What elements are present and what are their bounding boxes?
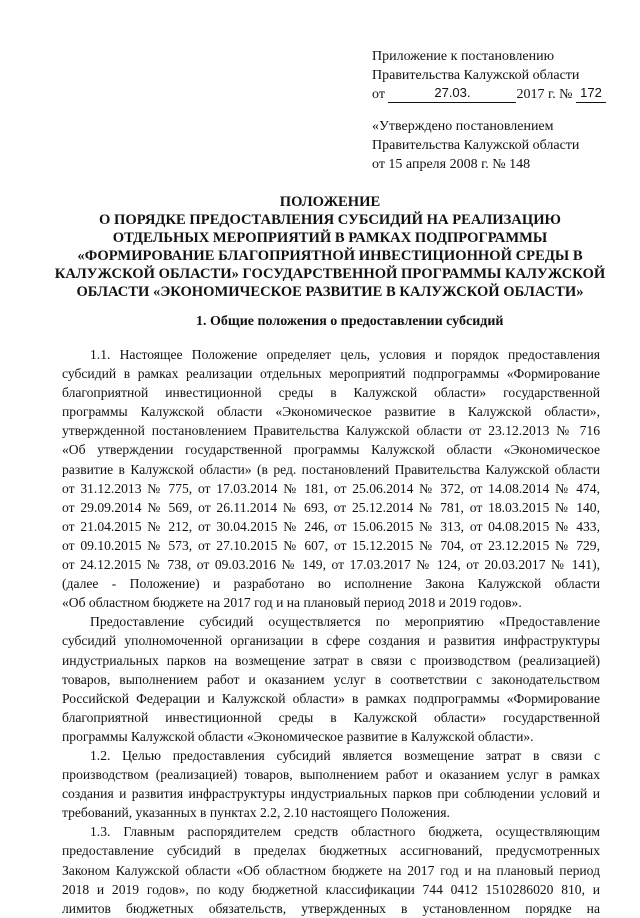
title-line: О ПОРЯДКЕ ПРЕДОСТАВЛЕНИЯ СУБСИДИЙ НА РЕАЛИЗАЦИЮ [99, 212, 561, 228]
paragraph-line: создания и развития инфраструктуры индустриальных парков при соблюдении условий и [62, 786, 600, 802]
paragraph-line: развитие в Калужской области» (в ред. постановлений Правительства Калужской области [62, 461, 600, 477]
paragraph-line: производством (реализацией) товаров, выполнением работ и оказанием услуг в рамках [62, 767, 600, 783]
annex-date: 27.03. [434, 85, 471, 100]
paragraph-line: утвержденной постановлением Правительства Калужской области от 23.12.2013 № 716 [62, 423, 600, 439]
annex-block [372, 47, 622, 104]
paragraph-line: товаров, выполнением работ и оказанием услуг в соответствии с законодательством [62, 671, 600, 687]
title-line: ОТДЕЛЬНЫХ МЕРОПРИЯТИЙ В РАМКАХ ПОДПРОГРАММЫ [112, 230, 548, 246]
annex-date-line [372, 85, 622, 104]
paragraph-line: лимитов бюджетных обязательств, утвержденных в установленном порядке на [62, 900, 600, 916]
paragraph-line: Законом Калужской области «Об областном бюджете на 2017 год и на плановый период [62, 862, 600, 878]
title-line: КАЛУЖСКОЙ ОБЛАСТИ» ГОСУДАРСТВЕННОЙ ПРОГРАММЫ КАЛУЖСКОЙ [54, 266, 606, 282]
paragraph-1-2 [62, 746, 600, 822]
approved-line-1: «Утверждено постановлением [372, 119, 554, 134]
paragraph-line: (далее - Положение) и разработано во исполнение Закона Калужской области [62, 576, 600, 592]
paragraph-line: субсидий в рамках реализации отдельных мероприятий подпрограммы «Формирование [62, 366, 600, 382]
annex-number-field [576, 85, 606, 103]
annex-line-2: Правительства Калужской области [372, 68, 580, 83]
approved-line-2: Правительства Калужской области [372, 138, 580, 153]
paragraph-line: 1.3. Главным распорядителем средств областного бюджета, осуществляющим [90, 824, 600, 840]
paragraph-line: от 31.12.2013 № 775, от 17.03.2014 № 181, от 25.06.2014 № 372, от 14.08.2014 № 474, [62, 480, 600, 496]
annex-prefix: от [372, 87, 385, 102]
paragraph-line: требований, указанных в пунктах 2.2, 2.10 настоящего Положения. [62, 805, 450, 821]
annex-number: 172 [580, 85, 602, 100]
paragraph-line: «Об утверждении государственной программы Калужской области «Экономическое [62, 442, 600, 458]
paragraph-line: субсидий уполномоченной организации в сфере создания и развития инфраструктуры [62, 633, 600, 649]
paragraph-line: 2018 и 2019 годов», по коду бюджетной классификации 744 0412 1510286020 810, и [62, 881, 600, 897]
paragraph-line: 1.1. Настоящее Положение определяет цель, условия и порядок предоставления [90, 347, 600, 362]
paragraph-line: Российской Федерации и Калужской области» в рамках подпрограммы «Формирование [62, 690, 600, 706]
paragraph-line: благоприятной инвестиционной среды в Калужской области» государственной [62, 709, 600, 725]
section-heading: 1. Общие положения о предоставлении субсидий [196, 314, 504, 329]
paragraph-1-3 [62, 822, 600, 917]
paragraph-line: программы Калужской области «Экономическое развитие в Калужской области». [62, 728, 534, 744]
title-line: ПОЛОЖЕНИЕ [279, 194, 381, 210]
paragraph-line: программы Калужской области «Экономическое развитие в Калужской области», [62, 404, 600, 420]
paragraph-line: благоприятной инвестиционной среды в Калужской области» государственной [62, 385, 600, 401]
paragraph-line: от 21.04.2015 № 212, от 30.04.2015 № 246, от 15.06.2015 № 313, от 04.08.2015 № 433, [62, 518, 600, 534]
approved-block [372, 117, 622, 174]
annex-line-1: Приложение к постановлению [372, 49, 555, 64]
paragraph-line: от 24.12.2015 № 738, от 09.03.2016 № 149, от 17.03.2017 № 124, от 20.03.2017 № 141), [62, 557, 600, 573]
paragraph-1-1 [62, 345, 600, 612]
document-title [50, 193, 610, 301]
paragraph-line: предоставление субсидий в пределах бюджетных ассигнований, предусмотренных [62, 843, 600, 859]
document-body [62, 345, 600, 918]
paragraph-line: от 09.10.2015 № 573, от 27.10.2015 № 607, от 15.12.2015 № 704, от 23.12.2015 № 729, [62, 537, 600, 553]
paragraph-1-1-cont [62, 612, 600, 746]
paragraph-line: «Об областном бюджете на 2017 год и на плановый период 2018 и 2019 годов». [62, 595, 522, 611]
paragraph-line: Предоставление субсидий осуществляется по мероприятию «Предоставление [90, 614, 600, 630]
title-line: «ФОРМИРОВАНИЕ БЛАГОПРИЯТНОЙ ИНВЕСТИЦИОННОЙ СРЕДЫ В [77, 248, 583, 264]
paragraph-line: индустриальных парков на возмещение затрат в связи с производством (реализацией) [62, 652, 600, 668]
approved-line-3: от 15 апреля 2008 г. № 148 [372, 157, 531, 172]
paragraph-line: от 29.09.2014 № 569, от 26.11.2014 № 693, от 25.12.2014 № 781, от 18.03.2015 № 140, [62, 499, 600, 515]
annex-year: 2017 г. № [516, 87, 573, 102]
annex-date-field [388, 85, 516, 103]
title-line: ОБЛАСТИ «ЭКОНОМИЧЕСКОЕ РАЗВИТИЕ В КАЛУЖСКОЙ ОБЛАСТИ» [76, 284, 584, 300]
paragraph-line: 1.2. Целью предоставления субсидий является возмещение затрат в связи с [90, 747, 600, 763]
